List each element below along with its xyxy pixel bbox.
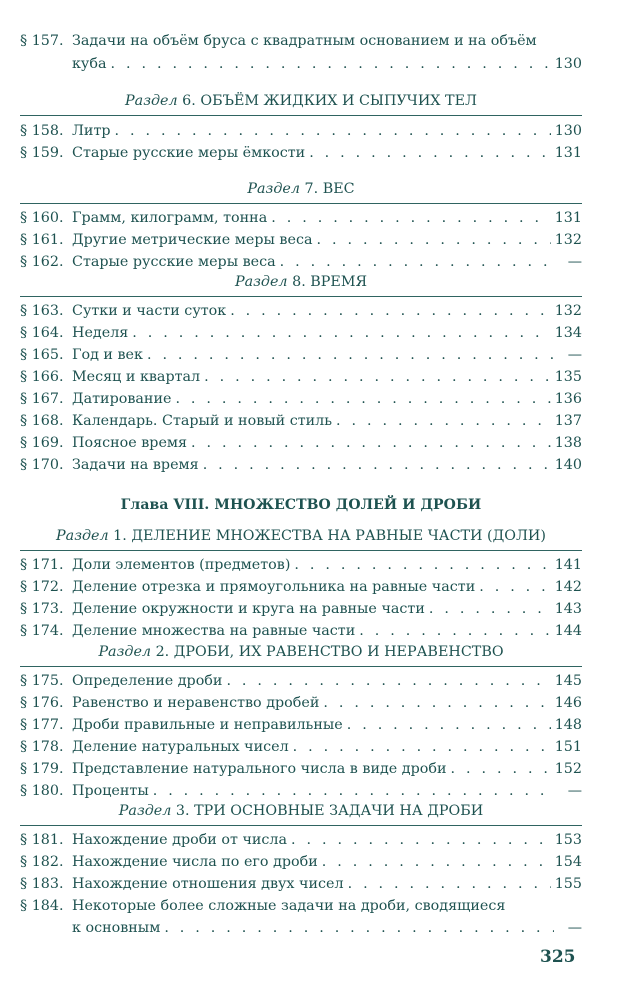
entry-number: § 177.: [20, 717, 64, 733]
entry-page: 151: [554, 739, 582, 755]
leader-dots: [429, 601, 551, 617]
entry-number: § 164.: [20, 325, 64, 341]
entry-number: § 183.: [20, 876, 64, 892]
entry-page: —: [567, 783, 582, 799]
toc-entry-179: [20, 761, 582, 777]
toc-entry-184-cont: [72, 920, 582, 936]
entry-title: Старые русские меры ёмкости: [72, 145, 306, 161]
section-rule: [20, 825, 582, 826]
entry-title: Задачи на время: [72, 457, 199, 473]
entry-number: § 160.: [20, 210, 64, 226]
entry-page: 131: [554, 210, 582, 226]
section-rule: [20, 115, 582, 116]
leader-dots: [322, 854, 551, 870]
entry-number: § 162.: [20, 254, 64, 270]
entry-page: 146: [554, 695, 582, 711]
entry-title: Неделя: [72, 325, 129, 341]
entry-title: Деление отрезка и прямоугольника на равные части: [72, 579, 476, 595]
entry-title: Сутки и части суток: [72, 303, 227, 319]
toc-entry-161: [20, 232, 582, 248]
entry-title: Нахождение дроби от числа: [72, 832, 288, 848]
entry-page: 140: [554, 457, 582, 473]
entry-number: § 173.: [20, 601, 64, 617]
entry-page: 143: [554, 601, 582, 617]
entry-number: § 166.: [20, 369, 64, 385]
section-rule: [20, 203, 582, 204]
entry-number: § 167.: [20, 391, 64, 407]
section-title: 2. ДРОБИ, ИХ РАВЕНСТВО И НЕРАВЕНСТВО: [155, 644, 504, 660]
leader-dots: [291, 832, 551, 848]
leader-dots: [316, 232, 550, 248]
toc-entry-173: [20, 601, 582, 617]
toc-entry-174: [20, 623, 582, 639]
toc-entry-172: [20, 579, 582, 595]
section-label: Раздел: [56, 528, 109, 544]
toc-entry-178: [20, 739, 582, 755]
toc-entry-171: [20, 557, 582, 573]
entry-number: § 157.: [20, 33, 64, 49]
toc-entry-182: [20, 854, 582, 870]
entry-title: Деление окружности и круга на равные части: [72, 601, 425, 617]
entry-page: 155: [554, 876, 582, 892]
entry-title: Определение дроби: [72, 673, 223, 689]
section-heading-6: [0, 93, 602, 109]
entry-number: § 165.: [20, 347, 64, 363]
entry-number: § 168.: [20, 413, 64, 429]
entry-page: 137: [554, 413, 582, 429]
leader-dots: [226, 673, 550, 689]
section-label: Раздел: [234, 274, 288, 290]
entry-title: Другие метрические меры веса: [72, 232, 313, 248]
entry-page: 130: [554, 123, 582, 139]
toc-entry-157-cont: [72, 56, 582, 72]
entry-page: 154: [554, 854, 582, 870]
leader-dots: [451, 761, 551, 777]
leader-dots: [164, 920, 554, 936]
entry-title: Датирование: [72, 391, 172, 407]
section-title: 3. ТРИ ОСНОВНЫЕ ЗАДАЧИ НА ДРОБИ: [175, 803, 484, 819]
section-title: 7. ВЕС: [304, 181, 355, 197]
leader-dots: [348, 876, 551, 892]
entry-title: Нахождение отношения двух чисел: [72, 876, 344, 892]
entry-number: § 158.: [20, 123, 64, 139]
entry-title: Нахождение числа по его дроби: [72, 854, 318, 870]
entry-title: Поясное время: [72, 435, 188, 451]
entry-title: к основным: [72, 920, 161, 936]
entry-page: 135: [554, 369, 582, 385]
entry-title: Равенство и неравенство дробей: [72, 695, 320, 711]
entry-title: Деление множества на равные части: [72, 623, 356, 639]
entry-page: 132: [554, 232, 582, 248]
entry-title: Год и век: [72, 347, 143, 363]
leader-dots: [203, 457, 551, 473]
toc-entry-160: [20, 210, 582, 226]
entry-title: Деление натуральных чисел: [72, 739, 289, 755]
leader-dots: [147, 347, 554, 363]
section-title: 6. ОБЪЁМ ЖИДКИХ И СЫПУЧИХ ТЕЛ: [182, 93, 477, 109]
leader-dots: [293, 739, 551, 755]
toc-entry-177: [20, 717, 582, 733]
toc-entry-164: [20, 325, 582, 341]
leader-dots: [153, 783, 554, 799]
entry-number: § 180.: [20, 783, 64, 799]
entry-page: 134: [554, 325, 582, 341]
leader-dots: [271, 210, 550, 226]
entry-title: Месяц и квартал: [72, 369, 201, 385]
entry-number: § 184.: [20, 898, 64, 914]
section-label: Раздел: [98, 644, 152, 660]
entry-page: 141: [554, 557, 582, 573]
section-rule: [20, 550, 582, 551]
leader-dots: [230, 303, 551, 319]
entry-page: 130: [554, 56, 582, 72]
leader-dots: [132, 325, 550, 341]
leader-dots: [191, 435, 551, 451]
entry-number: § 172.: [20, 579, 64, 595]
toc-entry-168: [20, 413, 582, 429]
section-label: Раздел: [118, 803, 172, 819]
leader-dots: [309, 145, 551, 161]
entry-page: 144: [554, 623, 582, 639]
toc-entry-176: [20, 695, 582, 711]
entry-page: 138: [554, 435, 582, 451]
toc-entry-170: [20, 457, 582, 473]
toc-entry-163: [20, 303, 582, 319]
entry-title: куба: [72, 56, 107, 72]
leader-dots: [115, 123, 551, 139]
entry-page: 136: [554, 391, 582, 407]
section-heading-3: [0, 803, 602, 819]
toc-entry-165: [20, 347, 582, 363]
entry-number: § 178.: [20, 739, 64, 755]
section-heading-2: [0, 644, 602, 660]
entry-title: Дроби правильные и неправильные: [72, 717, 343, 733]
entry-title: Некоторые более сложные задачи на дроби, сводящиеся: [72, 898, 506, 914]
entry-number: § 175.: [20, 673, 64, 689]
entry-number: § 161.: [20, 232, 64, 248]
entry-page: 132: [554, 303, 582, 319]
leader-dots: [175, 391, 550, 407]
toc-entry-181: [20, 832, 582, 848]
section-rule: [20, 296, 582, 297]
entry-number: § 181.: [20, 832, 64, 848]
page-number: 325: [540, 947, 576, 967]
section-title: 8. ВРЕМЯ: [292, 274, 368, 290]
entry-number: § 179.: [20, 761, 64, 777]
entry-page: —: [567, 347, 582, 363]
entry-number: § 182.: [20, 854, 64, 870]
toc-entry-167: [20, 391, 582, 407]
toc-entry-175: [20, 673, 582, 689]
entry-title: Старые русские меры веса: [72, 254, 276, 270]
section-title: 1. ДЕЛЕНИЕ МНОЖЕСТВА НА РАВНЫЕ ЧАСТИ (ДОЛИ): [113, 528, 546, 544]
section-label: Раздел: [125, 93, 178, 109]
entry-title: Проценты: [72, 783, 149, 799]
section-heading-8: [0, 274, 602, 290]
entry-page: 142: [554, 579, 582, 595]
leader-dots: [294, 557, 550, 573]
entry-page: —: [567, 254, 582, 270]
entry-page: 153: [554, 832, 582, 848]
entry-title: Грамм, килограмм, тонна: [72, 210, 268, 226]
leader-dots: [359, 623, 550, 639]
entry-title: Доли элементов (предметов): [72, 557, 291, 573]
leader-dots: [336, 413, 551, 429]
toc-entry-183: [20, 876, 582, 892]
entry-page: 131: [554, 145, 582, 161]
section-heading-7: [0, 181, 602, 197]
entry-page: —: [567, 920, 582, 936]
toc-entry-184: [20, 898, 582, 914]
entry-number: § 171.: [20, 557, 64, 573]
entry-number: § 176.: [20, 695, 64, 711]
toc-entry-158: [20, 123, 582, 139]
entry-title: Литр: [72, 123, 111, 139]
entry-title: Задачи на объём бруса с квадратным основанием и на объём: [72, 33, 537, 49]
entry-number: § 170.: [20, 457, 64, 473]
toc-entry-157: [20, 33, 582, 49]
section-rule: [20, 666, 582, 667]
chapter-heading: Глава VIII. МНОЖЕСТВО ДОЛЕЙ И ДРОБИ: [120, 497, 482, 513]
entry-page: 148: [554, 717, 582, 733]
leader-dots: [280, 254, 554, 270]
entry-title: Представление натурального числа в виде дроби: [72, 761, 447, 777]
section-heading-1: [0, 528, 602, 544]
toc-entry-180: [20, 783, 582, 799]
toc-entry-169: [20, 435, 582, 451]
toc-entry-159: [20, 145, 582, 161]
entry-page: 152: [554, 761, 582, 777]
entry-number: § 174.: [20, 623, 64, 639]
toc-entry-162: [20, 254, 582, 270]
entry-title: Календарь. Старый и новый стиль: [72, 413, 333, 429]
entry-number: § 169.: [20, 435, 64, 451]
leader-dots: [323, 695, 550, 711]
leader-dots: [204, 369, 551, 385]
section-label: Раздел: [247, 181, 300, 197]
entry-page: 145: [554, 673, 582, 689]
leader-dots: [479, 579, 550, 595]
leader-dots: [110, 56, 550, 72]
leader-dots: [347, 717, 551, 733]
entry-number: § 159.: [20, 145, 64, 161]
entry-number: § 163.: [20, 303, 64, 319]
toc-entry-166: [20, 369, 582, 385]
